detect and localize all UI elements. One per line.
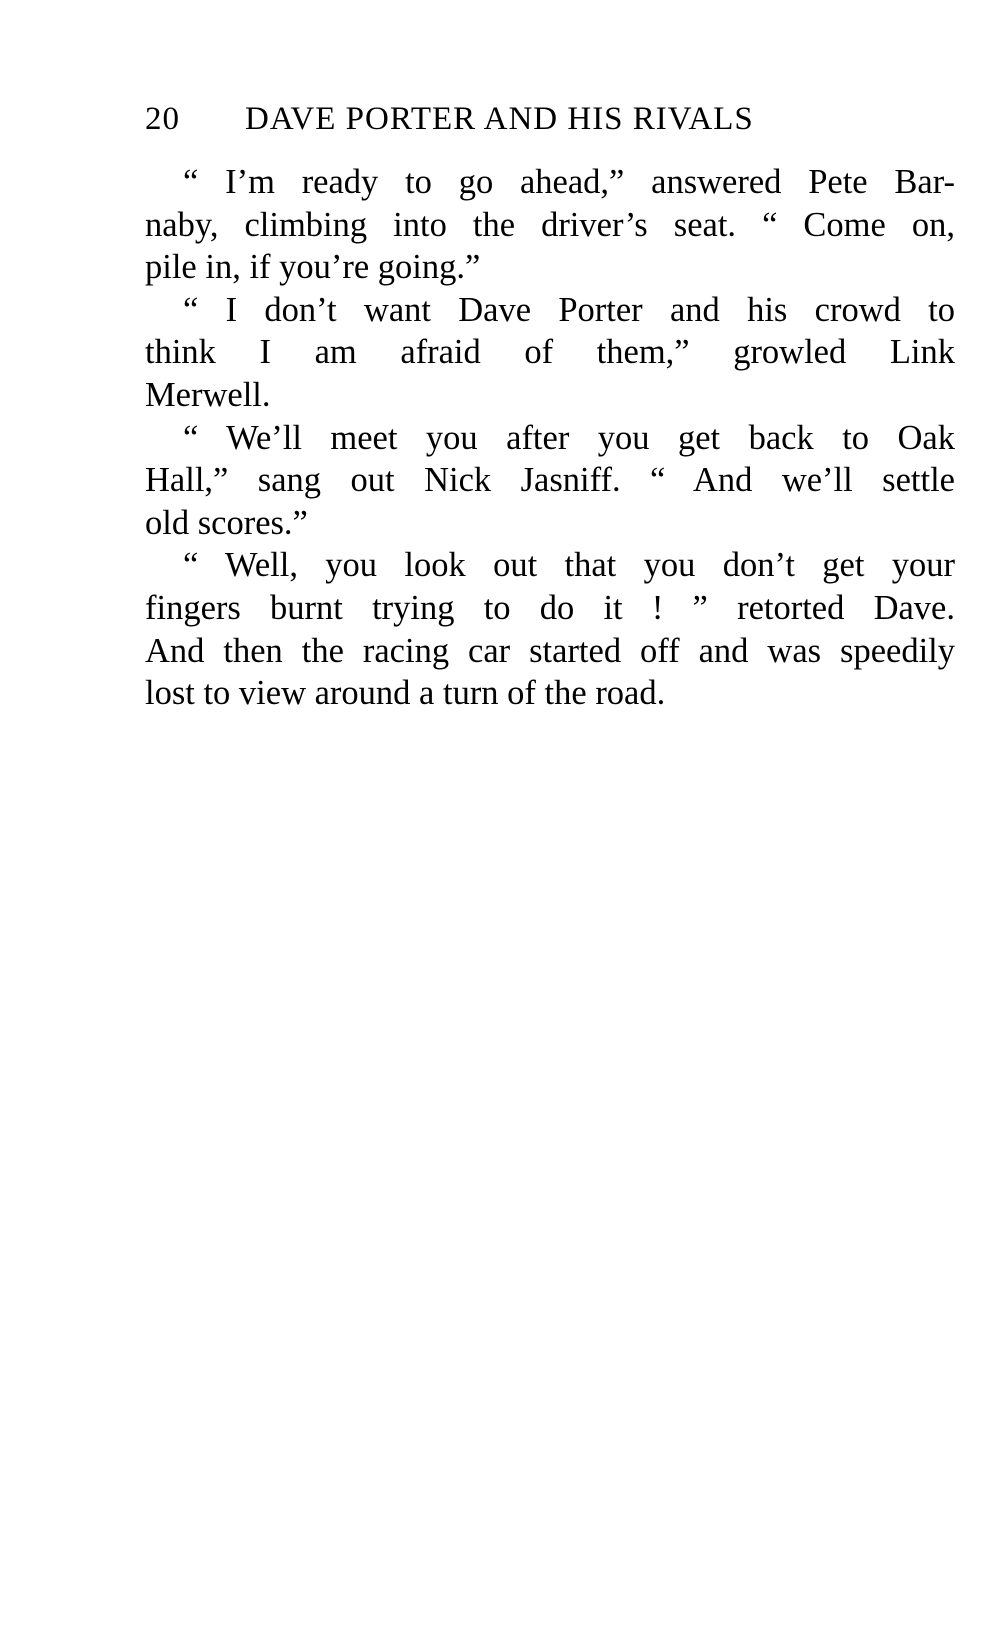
text-line: old scores.” (145, 503, 308, 542)
text-line: think I am afraid of them,” growled Link (145, 333, 955, 372)
paragraph (145, 417, 955, 545)
running-head (145, 98, 845, 140)
text-line: And then the racing car started off and was speedily (145, 631, 955, 670)
text-line: naby, climbing into the driver’s seat. “ Come on, (145, 205, 955, 244)
page-number: 20 (145, 101, 180, 137)
text-line: “ Well, you look out that you don’t get your (183, 546, 955, 585)
body-text (145, 161, 955, 715)
running-title: DAVE PORTER AND HIS RIVALS (245, 101, 754, 137)
text-line: “ We’ll meet you after you get back to Oak (183, 418, 955, 457)
text-line: Hall,” sang out Nick Jasniff. “ And we’ll settle (145, 461, 955, 500)
text-line: pile in, if you’re going.” (145, 248, 481, 287)
text-line: “ I don’t want Dave Porter and his crowd to (183, 290, 955, 329)
text-line: lost to view around a turn of the road. (145, 674, 666, 713)
text-line: fingers burnt trying to do it ! ” retorted Dave. (145, 588, 955, 627)
text-line: Merwell. (145, 375, 271, 414)
text-line: “ I’m ready to go ahead,” answered Pete Bar- (183, 163, 955, 201)
paragraph (145, 289, 955, 417)
paragraph (145, 544, 955, 714)
paragraph (145, 161, 955, 289)
